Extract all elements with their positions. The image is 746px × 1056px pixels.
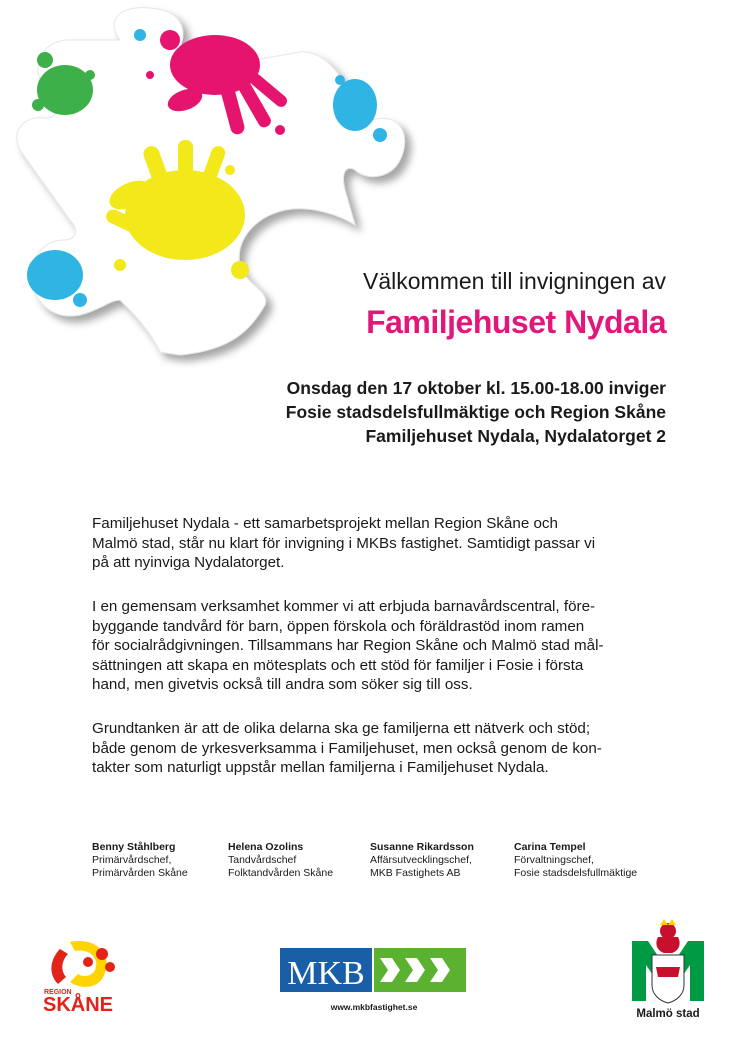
signatory-title: Affärsutvecklingschef, [370,854,472,866]
signatory [514,841,637,880]
event-details-line: Onsdag den 17 oktober kl. 15.00-18.00 inviger [286,378,666,398]
event-title: Familjehuset Nydala [366,304,666,340]
region-skane-logo [40,934,130,1014]
body-paragraph-2 [92,597,652,695]
text-line: både genom de yrkesverksamma i Familjehuset, men också genom de kon- [92,739,602,757]
signatory-title: Tandvårdschef [228,854,297,866]
signatory-name: Carina Tempel [514,841,586,853]
text-line: Familjehuset Nydala - ett samarbetsprojekt mellan Region Skåne och [92,515,558,532]
text-line: takter som naturligt uppstår mellan familjerna i Familjehuset Nydala. [92,759,549,776]
text-line: Malmö stad, står nu klart för invigning i MKBs fastighet. Samtidigt passar vi [92,534,596,552]
logo-small-text: REGION [44,989,72,996]
text-line: på att nyinviga Nydalatorget. [92,554,285,571]
welcome-heading: Välkommen till invigningen av [363,268,666,294]
mkb-url: www.mkbfastighet.se [330,1002,418,1012]
text-line: byggande tandvård för barn, öppen förskola och föräldrastöd inom ramen [92,617,585,635]
signatory-org: Primärvården Skåne [92,867,188,879]
signatory [370,841,474,880]
mkb-wordmark: MKB [287,955,365,992]
signatory-title: Primärvårdschef, [92,854,172,866]
signatory-name: Benny Ståhlberg [92,841,176,853]
signatory-org: MKB Fastighets AB [370,867,461,879]
malmo-wordmark: Malmö stad [636,1008,700,1020]
signatory-org: Folktandvården Skåne [228,867,334,879]
signatory-name: Helena Ozolins [228,841,304,853]
signatory [92,841,188,880]
event-details [120,376,666,448]
event-details-line: Familjehuset Nydala, Nydalatorget 2 [365,426,666,446]
body-paragraph-1 [92,514,652,573]
cyan-splash-top [134,29,146,41]
mkb-logo [280,948,468,1018]
text-line: sättningen att skapa en mötesplats och ett stöd för familjer i Fosie i första [92,656,584,674]
signatory-org: Fosie stadsdelsfullmäktige [514,867,638,879]
text-line: I en gemensam verksamhet kommer vi att erbjuda barnavårdscentral, före- [92,598,596,615]
logo-big-text: SKÅNE [43,994,114,1014]
text-line: hand, men givetvis också till andra som söker sig till oss. [92,676,473,693]
event-details-line: Fosie stadsdelsfullmäktige och Region Skåne [285,402,666,422]
signatory-title: Förvaltningschef, [514,854,594,866]
malmo-stad-logo [628,915,708,1020]
text-line: för socialrådgivningen. Tillsammans har Region Skåne och Malmö stad mål- [92,637,604,654]
text-line: Grundtanken är att de olika delarna ska ge familjerna ett nätverk och stöd; [92,720,591,737]
signatory [228,841,333,880]
body-paragraph-3 [92,719,652,778]
signatory-name: Susanne Rikardsson [370,841,474,853]
